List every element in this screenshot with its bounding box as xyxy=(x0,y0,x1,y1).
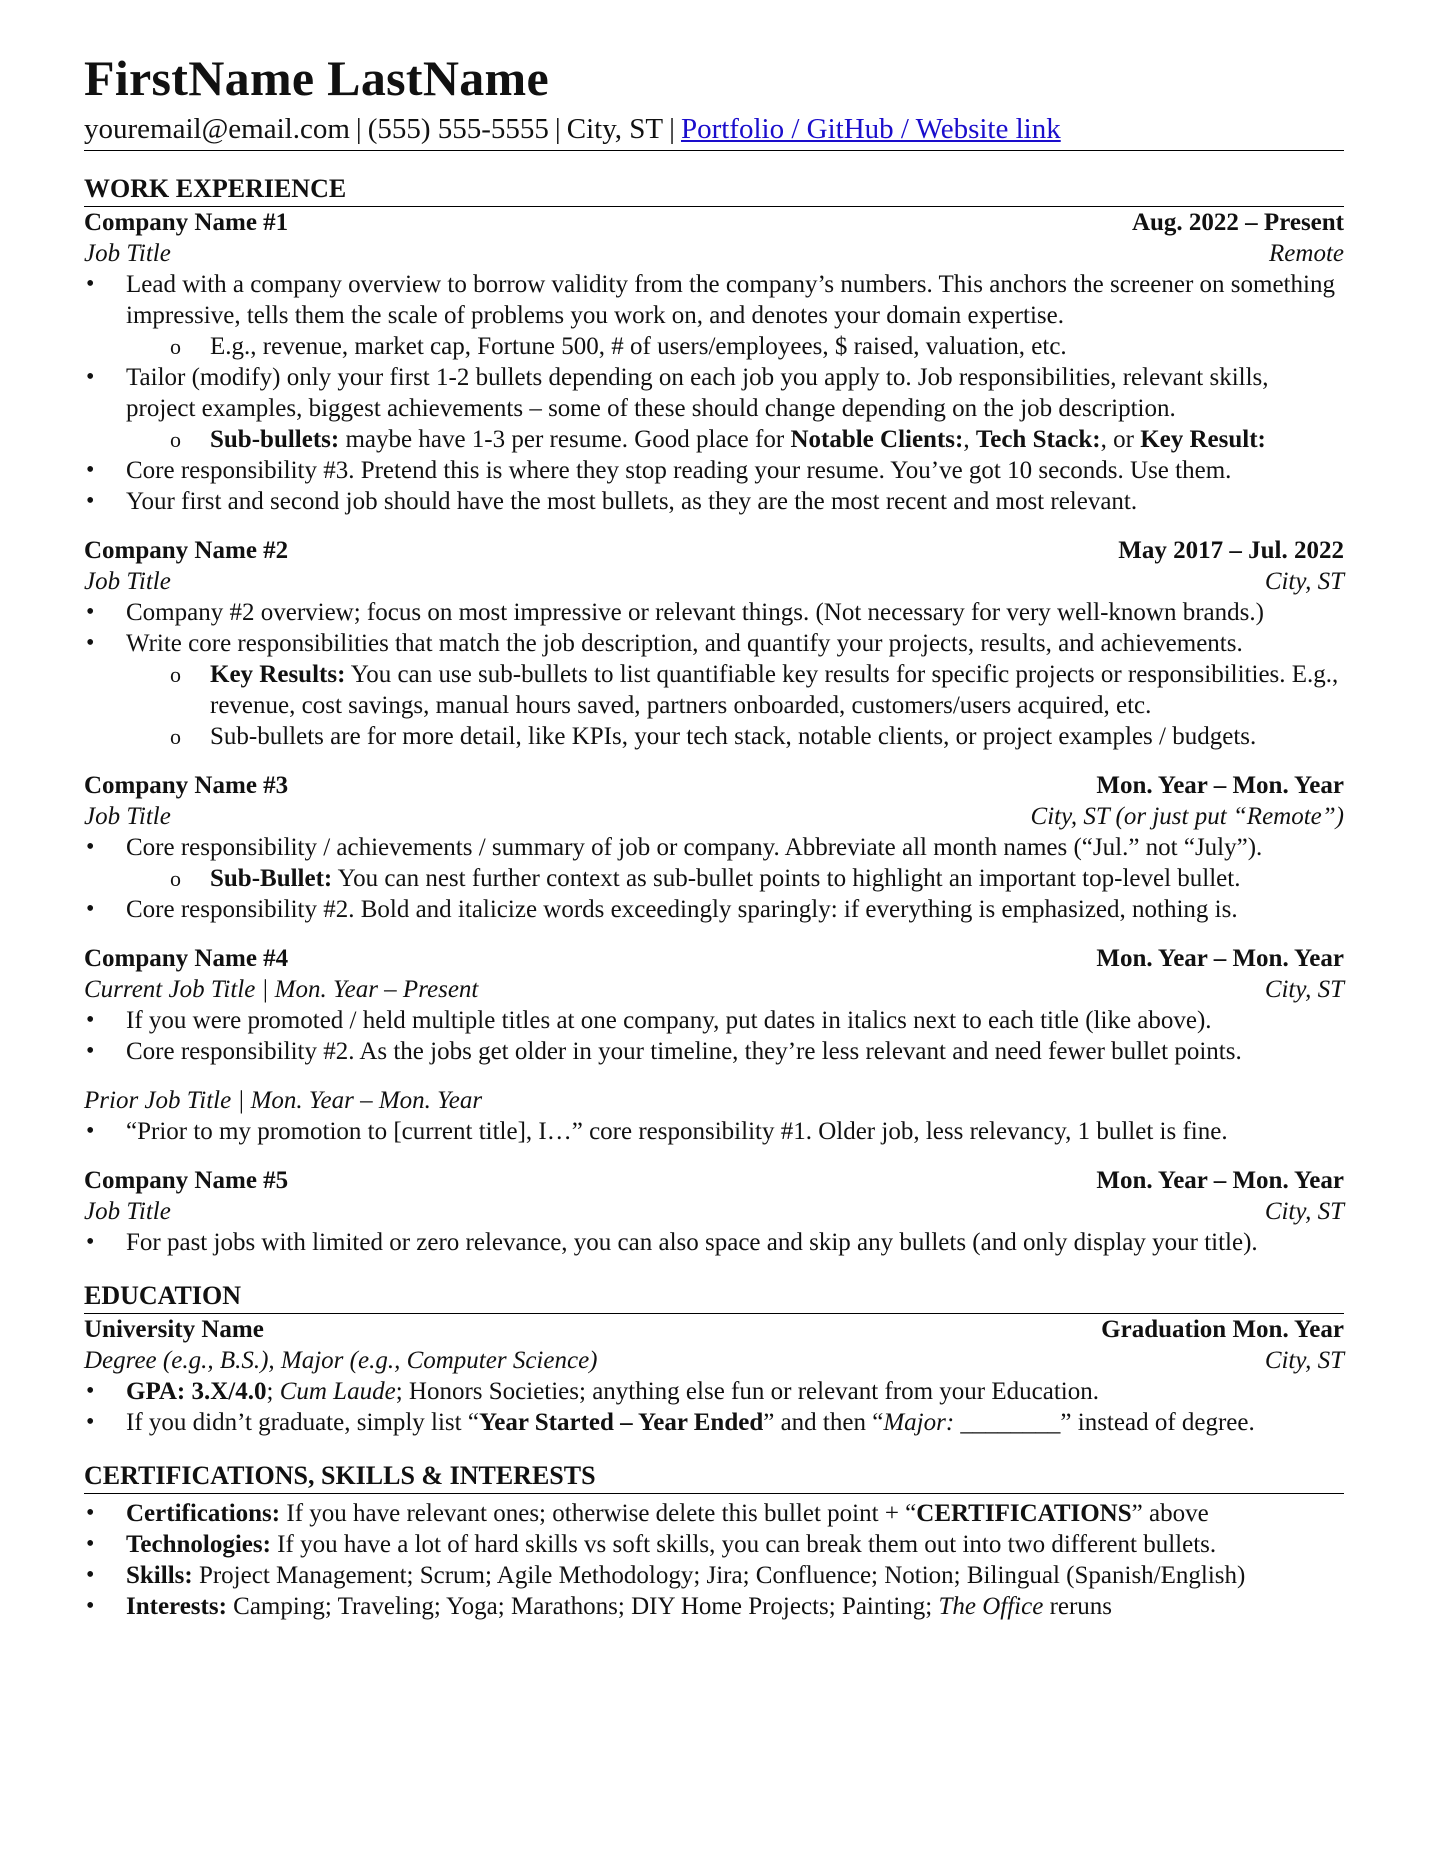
bullet-list xyxy=(84,1376,1344,1438)
bullet xyxy=(84,1376,1344,1407)
bold-text: Technologies: xyxy=(126,1531,271,1558)
section-title-work: WORK EXPERIENCE xyxy=(84,173,1344,207)
job-entry-4 xyxy=(84,943,1344,1147)
bold-text: GPA: 3.X/4.0 xyxy=(126,1378,267,1405)
bold-text: Year Started – Year Ended xyxy=(478,1409,764,1436)
bullet: • Your first and second job should have the most bullets, as they are the most recent and most relevant. xyxy=(84,486,1344,517)
bullet xyxy=(84,1498,1344,1529)
bold-text: Skills: xyxy=(126,1562,193,1589)
contact-line xyxy=(84,110,1344,151)
bullet-list xyxy=(84,269,1344,517)
job-entry-3 xyxy=(84,770,1344,925)
company-name: Company Name #5 xyxy=(84,1167,289,1194)
bold-text: Tech Stack: xyxy=(975,426,1101,453)
text: ” above xyxy=(1131,1500,1209,1527)
sub-bullet: o E.g., revenue, market cap, Fortune 500, # of users/employees, $ raised, valuation, etc. xyxy=(84,331,1344,362)
school-location: City, ST xyxy=(1264,1347,1344,1374)
job-location: Remote xyxy=(1269,240,1344,267)
job-entry-5 xyxy=(84,1165,1344,1258)
text: ; xyxy=(266,1378,280,1405)
job-title: Current Job Title | Mon. Year – Present xyxy=(84,976,479,1003)
university-name: University Name xyxy=(84,1316,264,1343)
bold-text: Key Result: xyxy=(1140,426,1266,453)
bold-text: Key Results: xyxy=(210,661,346,688)
section-title-skills: CERTIFICATIONS, SKILLS & INTERESTS xyxy=(84,1460,1344,1494)
education-entry xyxy=(84,1314,1344,1438)
bullet xyxy=(84,1529,1344,1560)
italic-text: Major: ________ xyxy=(883,1409,1061,1436)
text: If you have relevant ones; otherwise delete this bullet point + “ xyxy=(280,1500,917,1527)
job-location: City, ST (or just put “Remote”) xyxy=(1030,803,1344,830)
bullet: • Core responsibility #2. Bold and italicize words exceedingly sparingly: if everything is emphasized, nothing is. xyxy=(84,894,1344,925)
email: youremail@email.com xyxy=(84,113,350,145)
job-location: City, ST xyxy=(1264,568,1344,595)
company-name: Company Name #3 xyxy=(84,772,289,799)
bullet-list xyxy=(84,832,1344,925)
degree: Degree (e.g., B.S.), Major (e.g., Computer Science) xyxy=(84,1347,598,1374)
bullet-list xyxy=(84,1116,1344,1147)
bullet: • For past jobs with limited or zero relevance, you can also space and skip any bullets (and only display your title). xyxy=(84,1227,1344,1258)
bullet: • Core responsibility #3. Pretend this is where they stop reading your resume. You’ve got 10 seconds. Use them. xyxy=(84,455,1344,486)
bullet: • Company #2 overview; focus on most impressive or relevant things. (Not necessary for very well-known brands.) xyxy=(84,597,1344,628)
sub-bullet xyxy=(84,424,1344,455)
company-name: Company Name #1 xyxy=(84,209,289,236)
sub-bullet xyxy=(84,659,1344,721)
text: Project Management; Scrum; Agile Methodology; Jira; Confluence; Notion; Bilingual (Spanish/English) xyxy=(192,1562,1246,1589)
graduation-date: Graduation Mon. Year xyxy=(1101,1316,1344,1343)
bullet xyxy=(84,1591,1344,1622)
job-location: City, ST xyxy=(1264,1198,1344,1225)
job-dates: Aug. 2022 – Present xyxy=(1131,209,1344,236)
bold-text: Sub-bullets: xyxy=(210,426,340,453)
job-entry-1 xyxy=(84,207,1344,517)
job-title: Job Title xyxy=(84,1198,171,1225)
job-title: Job Title xyxy=(84,568,171,595)
text: You can nest further context as sub-bullet points to highlight an important top-level bullet. xyxy=(332,865,1241,892)
text: If you have a lot of hard skills vs soft skills, you can break them out into two different bullets. xyxy=(270,1531,1217,1558)
portfolio-link[interactable]: Portfolio / GitHub / Website link xyxy=(680,113,1061,145)
text: ; Honors Societies; anything else fun or relevant from your Education. xyxy=(395,1378,1099,1405)
job-dates: Mon. Year – Mon. Year xyxy=(1096,945,1344,972)
text: You can use sub-bullets to list quantifiable key results for specific projects or responsibilities. E.g., revenue, cost savings, manual hours saved, partners onboarded, customers/users acquired, etc. xyxy=(210,661,1339,719)
sub-bullet xyxy=(84,863,1344,894)
candidate-name: FirstName LastName xyxy=(84,50,549,106)
phone: (555) 555-5555 xyxy=(367,113,549,145)
text: reruns xyxy=(1043,1593,1113,1620)
bold-text: Certifications: xyxy=(126,1500,281,1527)
separator: | xyxy=(669,113,675,145)
bold-text: Sub-Bullet: xyxy=(210,865,333,892)
bold-text: CERTIFICATIONS xyxy=(916,1500,1132,1527)
separator: | xyxy=(554,113,561,145)
bullet-list xyxy=(84,1005,1344,1067)
bullet: • Core responsibility #2. As the jobs get older in your timeline, they’re less relevant and need fewer bullet points. xyxy=(84,1036,1344,1067)
bullet: • “Prior to my promotion to [current title], I…” core responsibility #1. Older job, less relevancy, 1 bullet is fine. xyxy=(84,1116,1344,1147)
company-name: Company Name #4 xyxy=(84,945,289,972)
job-entry-2 xyxy=(84,535,1344,752)
text: ” and then “ xyxy=(763,1409,884,1436)
bullet xyxy=(84,1560,1344,1591)
bullet-list xyxy=(84,1227,1344,1258)
bullet: • Write core responsibilities that match the job description, and quantify your projects, results, and achievements. xyxy=(84,628,1344,659)
bullet: • Core responsibility / achievements / summary of job or company. Abbreviate all month names (“Jul.” not “July”). xyxy=(84,832,1344,863)
location: City, ST xyxy=(566,113,664,145)
italic-text: The Office xyxy=(938,1593,1044,1620)
job-title: Job Title xyxy=(84,803,171,830)
job-title: Job Title xyxy=(84,240,171,267)
bold-text: Interests: xyxy=(126,1593,227,1620)
bullet-list xyxy=(84,1498,1344,1622)
text: Camping; Traveling; Yoga; Marathons; DIY Home Projects; Painting; xyxy=(226,1593,939,1620)
job-dates: May 2017 – Jul. 2022 xyxy=(1118,537,1344,564)
text: , or xyxy=(1100,426,1141,453)
text: , xyxy=(963,426,976,453)
sub-bullet: o Sub-bullets are for more detail, like KPIs, your tech stack, notable clients, or project examples / budgets. xyxy=(84,721,1344,752)
bullet: • If you were promoted / held multiple titles at one company, put dates in italics next to each title (like above). xyxy=(84,1005,1344,1036)
section-title-education: EDUCATION xyxy=(84,1280,1344,1314)
prior-job-title: Prior Job Title | Mon. Year – Mon. Year xyxy=(84,1087,483,1114)
bullet xyxy=(84,1407,1344,1438)
job-location: City, ST xyxy=(1264,976,1344,1003)
bullet: • Lead with a company overview to borrow validity from the company’s numbers. This anchors the screener on something impressive, tells them the scale of problems you work on, and denotes your domain expertise. xyxy=(84,269,1344,331)
italic-text: Cum Laude xyxy=(279,1378,396,1405)
company-name: Company Name #2 xyxy=(84,537,289,564)
bullet-list xyxy=(84,597,1344,752)
text: If you didn’t graduate, simply list “ xyxy=(126,1409,479,1436)
bold-text: Notable Clients: xyxy=(790,426,964,453)
separator: | xyxy=(355,113,362,145)
text: maybe have 1-3 per resume. Good place for xyxy=(339,426,791,453)
bullet: • Tailor (modify) only your first 1-2 bullets depending on each job you apply to. Job responsibilities, relevant skills, project examples, biggest achievements – some of these should change depending on the job description. xyxy=(84,362,1344,424)
text: ” instead of degree. xyxy=(1060,1409,1255,1436)
job-dates: Mon. Year – Mon. Year xyxy=(1096,1167,1344,1194)
job-dates: Mon. Year – Mon. Year xyxy=(1096,772,1344,799)
